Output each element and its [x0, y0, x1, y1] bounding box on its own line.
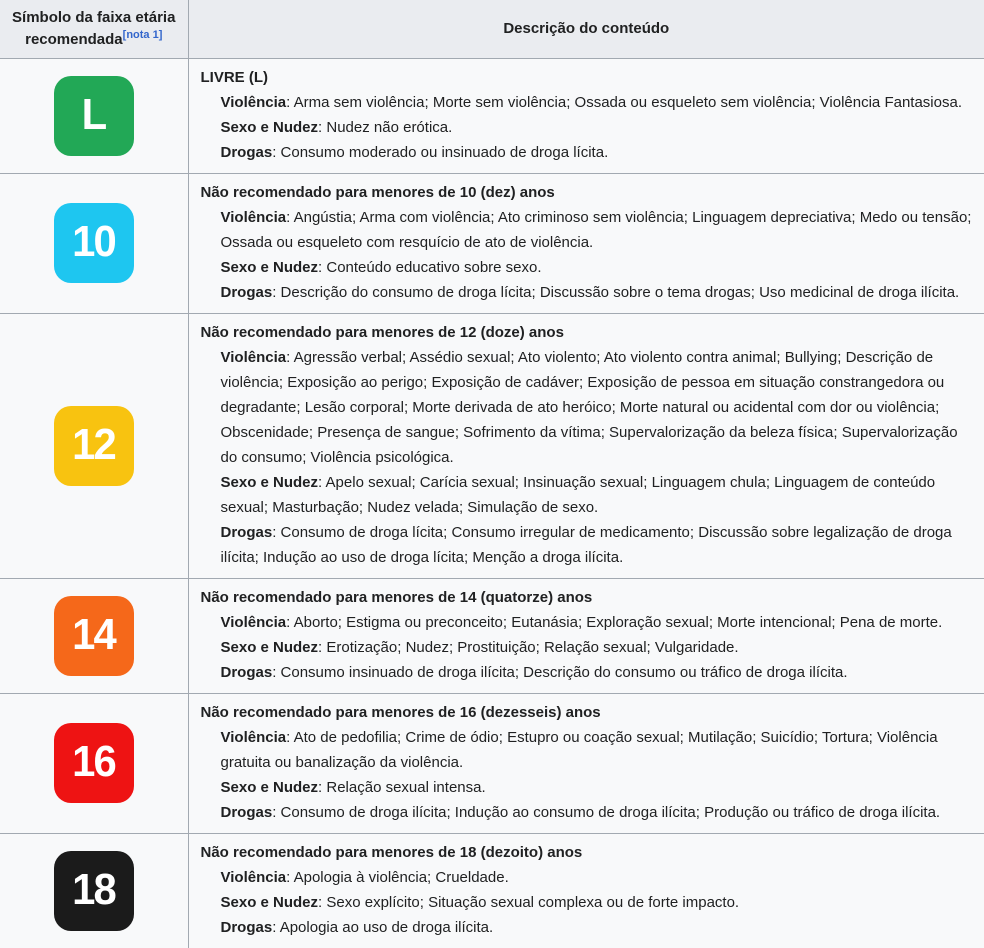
rating-description-cell — [188, 693, 984, 833]
rating-description-cell — [188, 578, 984, 693]
sex-text: Apelo sexual; Carícia sexual; Insinuação sexual; Linguagem chula; Linguagem de conteúdo sexual; Masturbação; Nudez velada; Simulação de sexo. — [220, 473, 936, 516]
drugs-label: Drogas — [220, 803, 273, 821]
drugs-line — [221, 660, 973, 685]
sex-label: Sexo e Nudez — [220, 118, 319, 136]
rating-badge-label: 10 — [72, 217, 116, 266]
sex-text: Erotização; Nudez; Prostituição; Relação sexual; Vulgaridade. — [326, 638, 739, 656]
drugs-text: Consumo moderado ou insinuado de droga lícita. — [280, 143, 609, 161]
separator: : — [318, 638, 327, 656]
rating-row — [0, 693, 984, 833]
violence-line — [221, 610, 973, 635]
rating-badge[interactable] — [54, 723, 134, 803]
separator: : — [318, 778, 327, 796]
drugs-label: Drogas — [220, 918, 273, 936]
violence-line — [221, 725, 973, 775]
rating-symbol-cell — [0, 58, 188, 173]
separator: : — [286, 728, 294, 746]
violence-label: Violência — [220, 868, 287, 886]
sex-text: Relação sexual intensa. — [326, 778, 486, 796]
violence-label: Violência — [220, 348, 287, 366]
violence-text: Angústia; Arma com violência; Ato criminoso sem violência; Linguagem depreciativa; Medo ou tensão; Ossada ou esqueleto com resquício de ato de violência. — [220, 208, 972, 251]
violence-text: Agressão verbal; Assédio sexual; Ato violento; Ato violento contra animal; Bullying; Descrição de violência; Exposição ao perigo; Exposição de cadáver; Exposição de pessoa em situação constrangedora ou degradante; Lesão corporal; Morte derivada de ato heróico; Morte natural ou acidental com dor ou violência; Obscenidade; Presença de sangue; Sofrimento da vítima; Supervalorização da beleza física; Supervalorização do consumo; Violência psicológica. — [220, 348, 958, 466]
rating-title: Não recomendado para menores de 16 (dezesseis) anos — [200, 703, 601, 721]
drugs-label: Drogas — [220, 283, 273, 301]
separator: : — [286, 93, 294, 111]
sex-line — [221, 115, 973, 140]
rating-badge[interactable] — [54, 76, 134, 156]
rating-badge-label: 14 — [72, 609, 116, 659]
violence-text: Ato de pedofilia; Crime de ódio; Estupro ou coação sexual; Mutilação; Suicídio; Tortura; Violência gratuita ou banalização da violência. — [220, 728, 938, 771]
rating-description-cell — [188, 58, 984, 173]
rating-title: Não recomendado para menores de 10 (dez) anos — [200, 183, 555, 201]
violence-text: Aborto; Estigma ou preconceito; Eutanásia; Exploração sexual; Morte intencional; Pena de morte. — [293, 613, 943, 631]
rating-description-cell — [188, 833, 984, 948]
drugs-text: Consumo insinuado de droga ilícita; Descrição do consumo ou tráfico de droga ilícita. — [280, 663, 848, 681]
violence-label: Violência — [220, 613, 287, 631]
sex-line — [221, 775, 973, 800]
drugs-line — [221, 520, 973, 570]
rating-row — [0, 58, 984, 173]
separator: : — [272, 803, 281, 821]
rating-symbol-cell — [0, 313, 188, 578]
violence-line — [221, 865, 973, 890]
separator: : — [272, 283, 281, 301]
drugs-text: Consumo de droga lícita; Consumo irregular de medicamento; Discussão sobre legalização de droga ilícita; Indução ao uso de droga lícita; Menção a droga ilícita. — [220, 523, 952, 566]
sex-line — [221, 890, 973, 915]
drugs-label: Drogas — [220, 523, 273, 541]
sex-line — [221, 255, 973, 280]
rating-description-cell — [188, 313, 984, 578]
rating-badge[interactable] — [54, 203, 134, 283]
symbol-column-header — [0, 0, 188, 58]
drugs-line — [221, 140, 973, 165]
rating-symbol-cell — [0, 578, 188, 693]
separator: : — [272, 663, 281, 681]
violence-line — [221, 90, 973, 115]
description-column-header: Descrição do conteúdo — [188, 0, 984, 58]
rating-symbol-cell — [0, 833, 188, 948]
sex-text: Conteúdo educativo sobre sexo. — [326, 258, 542, 276]
sex-line — [221, 635, 973, 660]
rating-description-cell — [188, 173, 984, 313]
rating-badge-label: 16 — [72, 737, 116, 786]
sex-label: Sexo e Nudez — [220, 258, 319, 276]
violence-line — [221, 345, 973, 470]
table-body — [0, 58, 984, 948]
rating-row — [0, 313, 984, 578]
violence-label: Violência — [220, 208, 287, 226]
rating-badge-label: 12 — [72, 419, 116, 469]
drugs-label: Drogas — [220, 143, 273, 161]
separator: : — [318, 118, 327, 136]
note-ref — [123, 29, 163, 41]
sex-label: Sexo e Nudez — [220, 638, 319, 656]
drugs-line — [221, 800, 973, 825]
drugs-text: Descrição do consumo de droga lícita; Discussão sobre o tema drogas; Uso medicinal de droga ilícita. — [280, 283, 960, 301]
rating-symbol-cell — [0, 693, 188, 833]
violence-text: Arma sem violência; Morte sem violência; Ossada ou esqueleto sem violência; Violência Fantasiosa. — [293, 93, 962, 111]
rating-badge[interactable] — [54, 406, 134, 486]
separator: : — [272, 523, 281, 541]
rating-row — [0, 578, 984, 693]
violence-text: Apologia à violência; Crueldade. — [293, 868, 509, 886]
drugs-line — [221, 280, 973, 305]
sex-line — [221, 470, 973, 520]
rating-badge[interactable] — [54, 851, 134, 931]
rating-badge-label: L — [81, 89, 106, 139]
rating-badge-label: 18 — [72, 864, 116, 914]
separator: : — [272, 918, 280, 936]
sex-label: Sexo e Nudez — [220, 778, 319, 796]
sex-text: Nudez não erótica. — [326, 118, 453, 136]
rating-badge[interactable] — [54, 596, 134, 676]
header-row — [0, 0, 984, 58]
rating-row — [0, 173, 984, 313]
separator: : — [318, 258, 327, 276]
rating-symbol-cell — [0, 173, 188, 313]
violence-label: Violência — [220, 93, 287, 111]
rating-row — [0, 833, 984, 948]
separator: : — [286, 348, 294, 366]
separator: : — [286, 868, 294, 886]
rating-title: Não recomendado para menores de 18 (dezoito) anos — [200, 843, 583, 861]
sex-label: Sexo e Nudez — [220, 473, 319, 491]
drugs-text: Apologia ao uso de droga ilícita. — [279, 918, 494, 936]
violence-line — [221, 205, 973, 255]
violence-label: Violência — [220, 728, 287, 746]
note-1-link[interactable]: [nota 1] — [122, 28, 163, 41]
drugs-label: Drogas — [220, 663, 273, 681]
rating-title: LIVRE (L) — [200, 68, 268, 86]
drugs-text: Consumo de droga ilícita; Indução ao consumo de droga ilícita; Produção ou tráfico de droga ilícita. — [280, 803, 941, 821]
separator: : — [272, 143, 281, 161]
separator: : — [318, 473, 326, 491]
separator: : — [286, 208, 294, 226]
sex-label: Sexo e Nudez — [220, 893, 319, 911]
sex-text: Sexo explícito; Situação sexual complexa ou de forte impacto. — [326, 893, 740, 911]
symbol-column-header-label: Símbolo da faixa etária recomendada — [12, 9, 176, 48]
table-header — [0, 0, 984, 58]
rating-title: Não recomendado para menores de 14 (quatorze) anos — [200, 588, 593, 606]
rating-title: Não recomendado para menores de 12 (doze) anos — [200, 323, 564, 341]
drugs-line — [221, 915, 973, 940]
separator: : — [286, 613, 294, 631]
separator: : — [318, 893, 327, 911]
